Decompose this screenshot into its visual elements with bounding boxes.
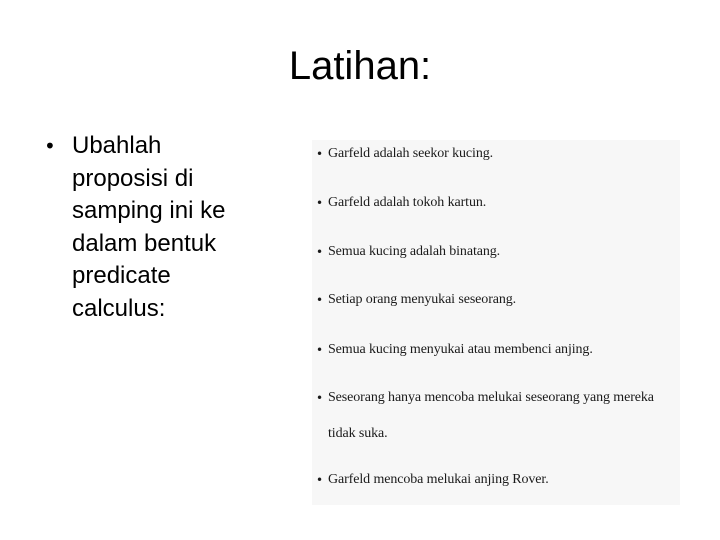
- bullet-icon: •: [316, 343, 324, 357]
- proposition-text: Semua kucing menyukai atau membenci anjing.: [328, 342, 593, 357]
- proposition-text: Seseorang hanya mencoba melukai seseorang yang mereka tidak suka.: [328, 390, 654, 441]
- bullet-icon: •: [316, 147, 324, 161]
- bullet-icon: •: [316, 391, 324, 405]
- proposition-item: [316, 282, 680, 318]
- proposition-item: [316, 185, 680, 221]
- proposition-item: [316, 380, 680, 452]
- bullet-icon: •: [316, 245, 324, 259]
- proposition-text: Garfeld adalah tokoh kartun.: [328, 195, 487, 210]
- proposition-item: [316, 136, 680, 172]
- propositions-image: [312, 140, 680, 505]
- proposition-text: Garfeld adalah seekor kucing.: [328, 146, 494, 161]
- bullet-icon: •: [44, 134, 56, 158]
- instruction-block: [44, 130, 284, 325]
- proposition-item: [316, 234, 680, 270]
- proposition-text: Garfeld mencoba melukai anjing Rover.: [328, 472, 549, 487]
- instruction-text: Ubahlah proposisi di samping ini ke dalam bentuk predicate calculus:: [72, 132, 226, 322]
- proposition-text: Setiap orang menyukai seseorang.: [328, 292, 517, 307]
- bullet-icon: •: [316, 293, 324, 307]
- proposition-item: [316, 332, 680, 368]
- proposition-item: [316, 462, 680, 498]
- slide-title: Latihan:: [288, 44, 432, 88]
- proposition-text: Semua kucing adalah binatang.: [328, 244, 501, 259]
- bullet-icon: •: [316, 473, 324, 487]
- bullet-icon: •: [316, 196, 324, 210]
- instruction-bullet: [44, 130, 284, 325]
